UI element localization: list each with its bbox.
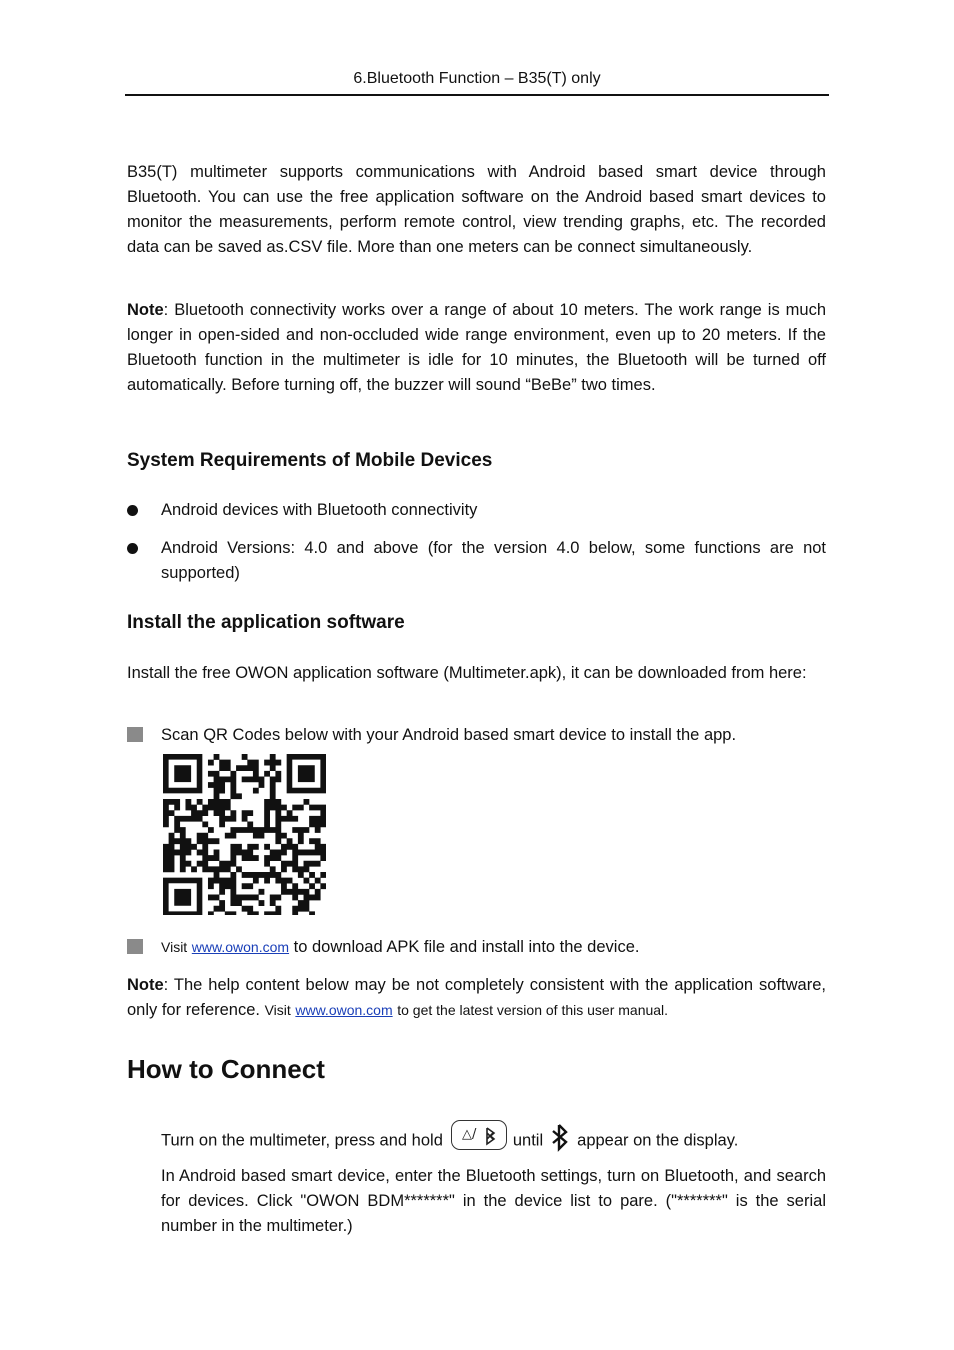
connect-step-1 [161,1126,826,1156]
intro-paragraph: B35(T) multimeter supports communications with Android based smart device through Bluetooth. You can use the free application software on the Android based smart devices to monitor the measurements, perform remote control, view trending graphs, etc. The recorded data can be saved as.CSV file. More than one meters can be connect simultaneously. [127,163,826,256]
requirement-text: Android Versions: 4.0 and above (for the version 4.0 below, some functions are not supported) [161,539,826,582]
note-label: Note [127,301,164,319]
note-label: Note [127,976,164,994]
step1-text-b: until [512,1131,544,1150]
connect-heading: How to Connect [127,1054,325,1084]
square-bullet-icon [127,727,143,742]
install-note [127,973,826,1023]
owon-link[interactable]: www.owon.com [191,939,290,955]
note-text: : Bluetooth connectivity works over a range of about 10 meters. The work range is much longer in open-sided and non-occluded wide range environment, even up to 20 meters. If the Bluetooth function in the multimeter is idle for 10 minutes, the Bluetooth will be turned off automatically. Before turning off, the buzzer will sound “BeBe” two times. [127,301,826,394]
install-paragraph: Install the free OWON application software (Multimeter.apk), it can be downloaded from here: [127,664,807,682]
step1-text-a: Turn on the multimeter, press and hold [161,1131,443,1150]
bullet-dot-icon [127,543,138,554]
delta-bluetooth-key-icon [451,1120,507,1150]
bluetooth-icon [549,1122,571,1152]
qr-code-icon[interactable] [163,754,326,915]
visit-prefix: Visit [161,939,188,955]
step1-text-c: appear on the display. [577,1131,739,1150]
requirements-heading: System Requirements of Mobile Devices [127,450,493,471]
qr-instruction-text: Scan QR Codes below with your Android based smart device to install the app. [161,726,737,744]
note-visit-suffix: to get the latest version of this user manual. [397,1002,669,1018]
page-header [125,66,829,96]
note-text: : The help content below may be not completely consistent with the application software, only for reference. [127,976,826,1019]
requirement-text: Android devices with Bluetooth connectivity [161,501,478,519]
visit-suffix: to download APK file and install into the device. [293,938,640,956]
key-label: △/ [461,1127,477,1142]
bullet-dot-icon [127,505,138,516]
owon-link-manual[interactable]: www.owon.com [295,1002,393,1018]
header-title: 6.Bluetooth Function – B35(T) only [353,70,601,87]
square-bullet-icon [127,939,143,954]
connect-step-2: In Android based smart device, enter the Bluetooth settings, turn on Bluetooth, and search for devices. Click "OWON BDM*******" in the device list to pare. ("*******" is the serial number in the multimeter.) [161,1167,826,1235]
install-heading: Install the application software [127,612,405,633]
intro-note [127,298,826,398]
note-visit-prefix: Visit [264,1002,291,1018]
